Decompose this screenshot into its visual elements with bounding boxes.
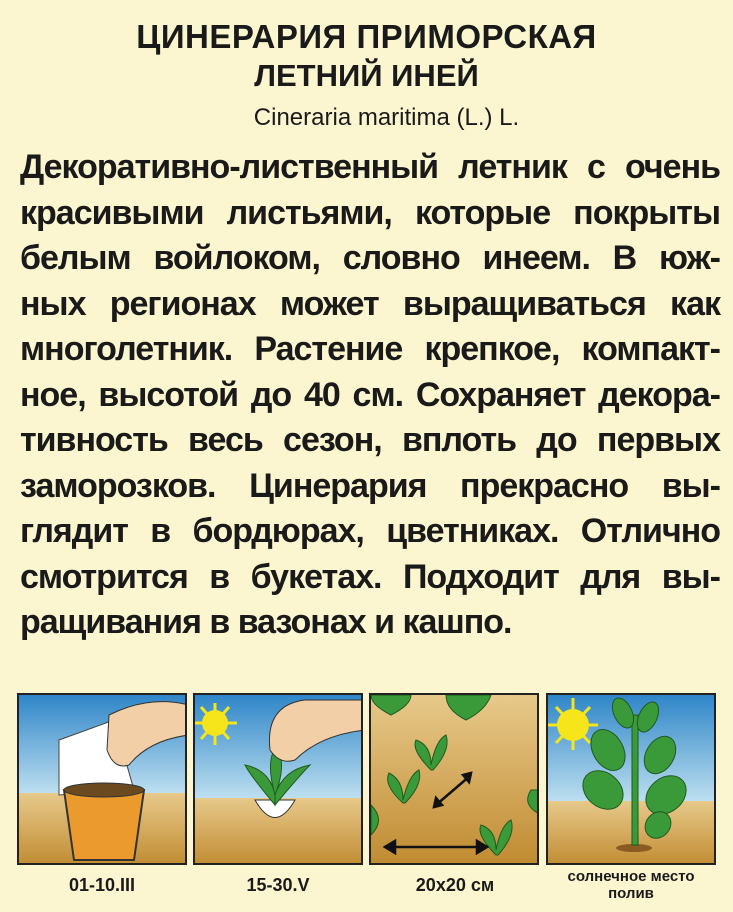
sunny-place-label: солнечное место	[567, 868, 695, 885]
sunny-watering-icon	[546, 693, 716, 865]
watering-label: полив	[608, 885, 654, 902]
description-line: ное, высотой до 40 см. Сохраняет декора-	[20, 375, 720, 414]
product-title: ЦИНЕРАРИЯ ПРИМОРСКАЯ	[136, 18, 597, 55]
planting-spacing-icon	[369, 693, 539, 865]
description-line: ных регионах может выращиваться как	[20, 284, 720, 323]
description-line: глядит в бордюрах, цветниках. Отлично	[20, 512, 720, 550]
instruction-panels	[17, 693, 717, 865]
variety-name: ЛЕТНИЙ ИНЕЙ	[254, 58, 479, 93]
transplant-date-label: 15-30.V	[246, 875, 310, 895]
description-line: заморозков. Цинерария прекрасно вы-	[20, 466, 720, 505]
description-line: Декоративно-лиственный летник с очень	[20, 148, 720, 186]
description-line: тивность весь сезон, вплоть до первых	[20, 421, 720, 459]
spacing-label: 20x20 см	[415, 875, 495, 895]
description-line: ращивания в вазонах и кашпо.	[20, 603, 512, 641]
description-line: белым войлоком, словно инеем. В юж-	[20, 239, 720, 277]
latin-name: Cineraria maritima (L.) L.	[253, 104, 520, 131]
description	[20, 145, 720, 646]
sowing-pot-icon	[17, 693, 187, 865]
transplant-seedling-icon	[193, 693, 363, 865]
conditions-label	[543, 868, 719, 902]
description-line: красивыми листьями, которые покрыты	[20, 193, 720, 232]
sowing-date-label: 01-10.III	[68, 875, 136, 895]
description-line: смотрится в букетах. Подходит для вы-	[20, 557, 720, 596]
description-line: многолетник. Растение крепкое, компакт-	[20, 330, 720, 368]
